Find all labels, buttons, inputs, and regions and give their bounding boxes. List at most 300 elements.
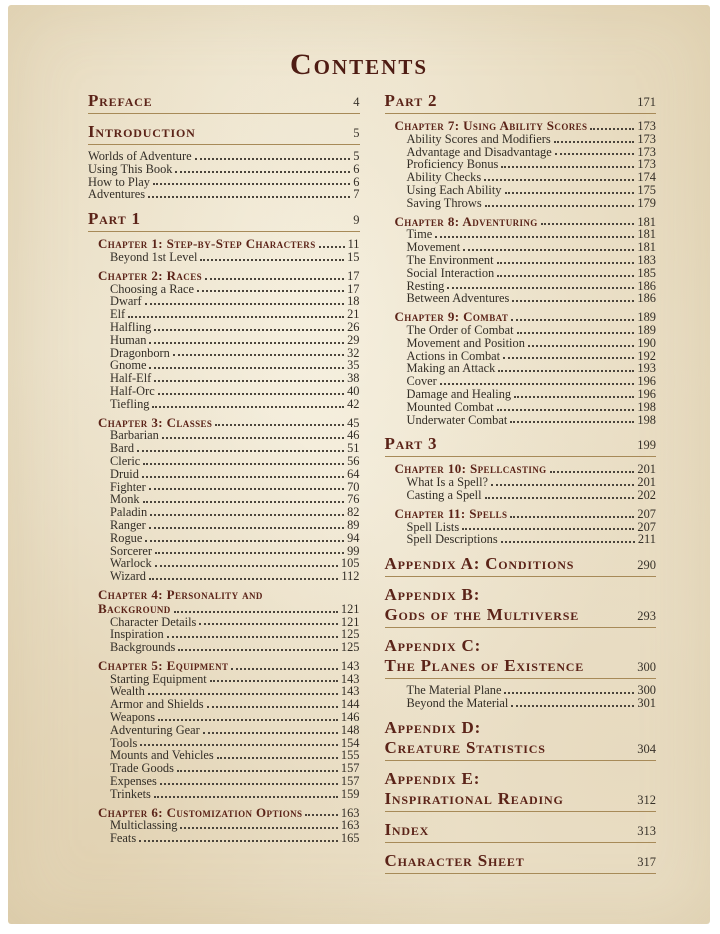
chapter-heading bbox=[88, 806, 360, 820]
toc-entry-label: Halfling bbox=[110, 319, 152, 334]
dot-leader bbox=[231, 668, 338, 670]
toc-entry-label: Advantage and Disadvantage bbox=[406, 144, 552, 159]
dot-leader bbox=[462, 528, 634, 530]
section-page-number: 293 bbox=[637, 609, 656, 624]
toc-entry-page-number: 207 bbox=[637, 519, 656, 534]
chapter-heading bbox=[385, 507, 657, 521]
toc-entry-page-number: 5 bbox=[353, 149, 360, 163]
toc-entry-page-number: 144 bbox=[340, 697, 360, 712]
chapter-heading-page-number: 121 bbox=[340, 601, 360, 616]
chapter-heading-label: Background bbox=[98, 600, 171, 616]
toc-entry bbox=[88, 775, 360, 788]
toc-entry-page-number: 125 bbox=[340, 627, 360, 642]
dot-leader bbox=[149, 578, 338, 580]
toc-entry-label: Half-Orc bbox=[110, 383, 155, 398]
section-title: Creature Statistics bbox=[384, 737, 546, 757]
dot-leader bbox=[510, 516, 634, 518]
toc-section bbox=[88, 91, 360, 114]
dot-leader bbox=[142, 476, 344, 478]
dot-leader bbox=[155, 552, 344, 554]
toc-entry-page-number: 121 bbox=[340, 614, 360, 629]
dot-leader bbox=[160, 783, 338, 785]
chapter-heading-label: Chapter 1: Step-by-Step Characters bbox=[98, 236, 316, 252]
toc-entry-page-number: 198 bbox=[637, 399, 656, 414]
dot-leader bbox=[497, 262, 635, 264]
dot-leader bbox=[139, 840, 338, 842]
dot-leader bbox=[497, 275, 634, 277]
toc-entry bbox=[88, 321, 360, 334]
toc-entry-label: Dragonborn bbox=[110, 345, 170, 360]
toc-entry-page-number: 70 bbox=[347, 479, 360, 494]
dot-leader bbox=[215, 424, 344, 426]
toc-entry-label: Half-Elf bbox=[110, 371, 152, 386]
chapter-heading-label: Chapter 3: Classes bbox=[98, 414, 213, 430]
toc-entry-page-number: 21 bbox=[347, 307, 360, 322]
toc-entry-page-number: 6 bbox=[353, 161, 360, 176]
dot-leader bbox=[550, 471, 635, 473]
dot-leader bbox=[511, 319, 634, 321]
toc-entry bbox=[88, 468, 360, 481]
toc-entry-page-number: 186 bbox=[637, 278, 656, 293]
dot-leader bbox=[153, 183, 350, 185]
toc-entry-label: Worlds of Adventure bbox=[88, 149, 192, 163]
toc-entry-label: The Order of Combat bbox=[406, 322, 514, 337]
section-title-row bbox=[385, 605, 657, 625]
toc-section bbox=[385, 769, 657, 812]
toc-entry bbox=[88, 334, 360, 347]
toc-chapter bbox=[88, 416, 360, 430]
toc-entry-label: What Is a Spell? bbox=[406, 475, 489, 490]
toc-entry-label: Inspiration bbox=[110, 627, 164, 642]
dot-leader bbox=[197, 290, 344, 292]
toc-entry-page-number: 183 bbox=[637, 252, 656, 267]
toc-entry-page-number: 157 bbox=[340, 761, 360, 776]
dot-leader bbox=[207, 706, 338, 708]
toc-entry bbox=[385, 337, 657, 350]
dot-leader bbox=[447, 287, 634, 289]
toc-entry bbox=[385, 184, 657, 197]
dot-leader bbox=[217, 757, 338, 759]
toc-entry-label: Expenses bbox=[110, 774, 157, 789]
dot-leader bbox=[485, 205, 635, 207]
toc-entry-page-number: 94 bbox=[347, 530, 360, 545]
toc-chapter bbox=[88, 806, 360, 820]
toc-entry-label: Casting a Spell bbox=[406, 487, 482, 502]
toc-entry-label: Fighter bbox=[110, 479, 146, 494]
section-title-line: Appendix B: bbox=[384, 585, 481, 605]
toc-entry-page-number: 198 bbox=[637, 412, 656, 427]
section-title-line: Appendix C: bbox=[384, 636, 482, 656]
chapter-heading bbox=[88, 602, 360, 616]
dot-leader bbox=[485, 497, 635, 499]
toc-chapter bbox=[385, 462, 657, 476]
toc-entry-page-number: 193 bbox=[637, 361, 656, 376]
toc-entry-page-number: 155 bbox=[340, 748, 360, 763]
toc-entry-page-number: 76 bbox=[347, 492, 360, 507]
chapter-heading-page-number: 143 bbox=[340, 658, 360, 673]
section-title-row bbox=[385, 656, 657, 676]
toc-entry-label: Adventures bbox=[88, 187, 146, 202]
dot-leader bbox=[178, 649, 338, 651]
toc-entry bbox=[88, 519, 360, 532]
chapter-heading-label: Chapter 5: Equipment bbox=[98, 657, 229, 673]
dot-leader bbox=[319, 246, 345, 248]
toc-entry-label: Elf bbox=[110, 307, 126, 322]
section-page-number: 290 bbox=[637, 558, 656, 573]
dot-leader bbox=[511, 705, 634, 707]
dot-leader bbox=[504, 692, 634, 694]
toc-entry-page-number: 301 bbox=[637, 695, 656, 710]
chapter-heading bbox=[88, 659, 360, 673]
toc-entry-page-number: 143 bbox=[340, 671, 360, 686]
dot-leader bbox=[155, 565, 338, 567]
toc-entry-label: Using Each Ability bbox=[406, 182, 502, 197]
dot-leader bbox=[158, 719, 338, 721]
toc-entry-label: Social Interaction bbox=[406, 265, 495, 280]
toc-entry-page-number: 125 bbox=[340, 640, 360, 655]
dot-leader bbox=[512, 300, 634, 302]
toc-entry-page-number: 186 bbox=[637, 291, 656, 306]
dot-leader bbox=[154, 380, 344, 382]
dot-leader bbox=[435, 236, 634, 238]
section-title: Part 2 bbox=[384, 91, 438, 110]
toc-entry-label: Using This Book bbox=[88, 161, 173, 176]
book-page bbox=[8, 5, 710, 924]
dot-leader bbox=[528, 345, 635, 347]
toc-entry-label: Spell Descriptions bbox=[406, 532, 498, 547]
dot-leader bbox=[150, 514, 344, 516]
toc-entry-page-number: 35 bbox=[347, 358, 360, 373]
toc-entry-label: Spell Lists bbox=[406, 519, 460, 534]
section-title-row bbox=[88, 91, 360, 111]
toc-entry-page-number: 56 bbox=[347, 453, 360, 468]
toc-entry-page-number: 17 bbox=[347, 281, 360, 296]
dot-leader bbox=[440, 383, 635, 385]
chapter-heading bbox=[385, 119, 657, 133]
toc-entry-page-number: 7 bbox=[353, 187, 360, 202]
toc-entry bbox=[385, 254, 657, 267]
toc-entry bbox=[88, 788, 360, 801]
toc-entry-label: Cleric bbox=[110, 453, 141, 468]
toc-section bbox=[88, 209, 360, 232]
toc-entry-label: Trinkets bbox=[110, 786, 151, 801]
toc-entry bbox=[385, 489, 657, 502]
section-page-number: 199 bbox=[637, 438, 656, 453]
toc-entry-label: Tools bbox=[110, 735, 138, 750]
dot-leader bbox=[517, 332, 635, 334]
section-title-row bbox=[385, 820, 657, 840]
toc-entry bbox=[385, 697, 657, 710]
dot-leader bbox=[501, 541, 635, 543]
toc-entry bbox=[88, 385, 360, 398]
toc-entry-label: Making an Attack bbox=[406, 361, 496, 376]
toc-entry-page-number: 173 bbox=[637, 144, 656, 159]
toc-entry-page-number: 64 bbox=[347, 466, 360, 481]
toc-entry-page-number: 15 bbox=[347, 249, 360, 264]
toc-entry-page-number: 143 bbox=[340, 684, 360, 699]
toc-entry-page-number: 148 bbox=[340, 722, 360, 737]
section-title: Introduction bbox=[88, 122, 196, 141]
toc-columns bbox=[88, 91, 656, 879]
chapter-heading-page-number: 181 bbox=[637, 214, 656, 229]
dot-leader bbox=[484, 179, 634, 181]
toc-entry-page-number: 99 bbox=[347, 543, 360, 558]
toc-entry-label: Movement bbox=[406, 240, 461, 255]
dot-leader bbox=[510, 421, 634, 423]
dot-leader bbox=[497, 409, 635, 411]
toc-entry-label: Adventuring Gear bbox=[110, 722, 200, 737]
dot-leader bbox=[148, 196, 350, 198]
section-title-line: Appendix D: bbox=[384, 717, 482, 737]
toc-entry-page-number: 18 bbox=[347, 294, 360, 309]
toc-entry-label: Movement and Position bbox=[406, 335, 525, 350]
toc-entry-page-number: 46 bbox=[347, 428, 360, 443]
toc-entry-label: Saving Throws bbox=[406, 195, 482, 210]
toc-section bbox=[385, 636, 657, 679]
dot-leader bbox=[137, 450, 344, 452]
dot-leader bbox=[210, 680, 338, 682]
toc-entry bbox=[88, 724, 360, 737]
toc-entry-page-number: 196 bbox=[637, 386, 656, 401]
dot-leader bbox=[199, 623, 338, 625]
toc-chapter bbox=[88, 659, 360, 673]
toc-entry-page-number: 163 bbox=[340, 818, 360, 833]
toc-entry-page-number: 105 bbox=[340, 556, 360, 571]
section-title: Preface bbox=[88, 91, 153, 110]
toc-entry-label: Beyond the Material bbox=[406, 695, 509, 710]
section-page-number: 300 bbox=[637, 660, 656, 675]
dot-leader bbox=[162, 437, 344, 439]
toc-entry-page-number: 190 bbox=[637, 335, 656, 350]
toc-entry-page-number: 159 bbox=[340, 786, 360, 801]
toc-column-left bbox=[88, 91, 360, 879]
toc-chapter bbox=[88, 269, 360, 283]
dot-leader bbox=[491, 484, 634, 486]
toc-entry bbox=[88, 641, 360, 654]
toc-entry bbox=[88, 251, 360, 264]
toc-entry-label: Choosing a Race bbox=[110, 281, 194, 296]
toc-entry-label: Proficiency Bonus bbox=[406, 157, 499, 172]
section-title-row bbox=[88, 122, 360, 142]
toc-entry-page-number: 29 bbox=[347, 332, 360, 347]
toc-entry-page-number: 185 bbox=[637, 265, 656, 280]
toc-entry bbox=[88, 455, 360, 468]
toc-entry bbox=[385, 684, 657, 697]
toc-entry bbox=[385, 267, 657, 280]
chapter-heading-label: Chapter 9: Combat bbox=[394, 309, 509, 325]
dot-leader bbox=[158, 393, 344, 395]
toc-entry-label: The Material Plane bbox=[406, 683, 502, 698]
toc-entry-label: The Environment bbox=[406, 252, 494, 267]
dot-leader bbox=[149, 488, 344, 490]
dot-leader bbox=[149, 342, 344, 344]
dot-leader bbox=[505, 192, 635, 194]
toc-entry-label: Resting bbox=[406, 278, 445, 293]
dot-leader bbox=[463, 249, 634, 251]
chapter-heading-label: Chapter 2: Races bbox=[98, 267, 203, 283]
toc-entry-page-number: 40 bbox=[347, 383, 360, 398]
section-page-number: 4 bbox=[353, 95, 360, 109]
toc-entry-label: Mounts and Vehicles bbox=[110, 748, 214, 763]
chapter-heading-label: Chapter 6: Customization Options bbox=[98, 804, 303, 820]
toc-entry-label: Wizard bbox=[110, 569, 146, 584]
toc-entry-page-number: 181 bbox=[637, 227, 656, 242]
section-title-line: Appendix E: bbox=[384, 768, 481, 788]
toc-section bbox=[385, 851, 657, 874]
toc-entry bbox=[385, 414, 657, 427]
toc-entry-page-number: 146 bbox=[340, 710, 360, 725]
dot-leader bbox=[205, 278, 344, 280]
toc-chapter bbox=[88, 237, 360, 251]
toc-entry-label: How to Play bbox=[88, 174, 150, 189]
dot-leader bbox=[177, 770, 338, 772]
toc-entry-label: Multiclassing bbox=[110, 818, 178, 833]
section-title-row bbox=[385, 789, 657, 809]
chapter-heading-page-number: 173 bbox=[637, 119, 656, 133]
toc-entry-page-number: 189 bbox=[637, 322, 656, 337]
dot-leader bbox=[145, 303, 344, 305]
toc-entry bbox=[385, 401, 657, 414]
toc-entry-label: Ability Scores and Modifiers bbox=[406, 131, 551, 146]
dot-leader bbox=[555, 153, 635, 155]
toc-chapter bbox=[88, 588, 360, 616]
toc-entry-label: Dwarf bbox=[110, 294, 142, 309]
toc-entry-page-number: 179 bbox=[637, 195, 656, 210]
chapter-heading bbox=[88, 269, 360, 283]
dot-leader bbox=[174, 611, 338, 613]
dot-leader bbox=[203, 732, 338, 734]
toc-entry-page-number: 173 bbox=[637, 131, 656, 146]
toc-entry-page-number: 175 bbox=[637, 182, 656, 197]
toc-entry-label: Armor and Shields bbox=[110, 697, 204, 712]
toc-entry bbox=[88, 506, 360, 519]
dot-leader bbox=[503, 357, 634, 359]
section-title-row bbox=[385, 851, 657, 871]
toc-column-right bbox=[385, 91, 657, 879]
dot-leader bbox=[143, 463, 344, 465]
toc-entry-label: Starting Equipment bbox=[110, 671, 207, 686]
chapter-heading-label: Chapter 11: Spells bbox=[394, 505, 508, 521]
dot-leader bbox=[173, 354, 344, 356]
dot-leader bbox=[154, 329, 344, 331]
toc-entry-label: Barbarian bbox=[110, 428, 159, 443]
toc-entry bbox=[385, 197, 657, 210]
toc-entry-label: Backgrounds bbox=[110, 640, 176, 655]
toc-entry-page-number: 174 bbox=[637, 170, 656, 185]
toc-entry-page-number: 89 bbox=[347, 517, 360, 532]
section-page-number: 5 bbox=[353, 126, 360, 140]
section-page-number: 304 bbox=[637, 741, 656, 756]
toc-entry bbox=[88, 532, 360, 545]
toc-section bbox=[385, 585, 657, 628]
toc-entry bbox=[385, 476, 657, 489]
dot-leader bbox=[128, 316, 344, 318]
section-title-row bbox=[385, 434, 657, 454]
chapter-title-line: Chapter 4: Personality and bbox=[98, 586, 263, 602]
toc-entry-page-number: 181 bbox=[637, 240, 656, 255]
dot-leader bbox=[554, 141, 635, 143]
dot-leader bbox=[140, 744, 338, 746]
section-title: Appendix A: Conditions bbox=[384, 554, 575, 574]
dot-leader bbox=[143, 501, 345, 503]
section-title: Inspirational Reading bbox=[384, 788, 564, 808]
section-title: Part 1 bbox=[88, 209, 141, 229]
toc-entry-page-number: 154 bbox=[340, 735, 360, 750]
toc-entry-label: Beyond 1st Level bbox=[110, 249, 198, 264]
section-page-number: 312 bbox=[637, 792, 656, 807]
toc-section bbox=[385, 820, 657, 843]
dot-leader bbox=[145, 540, 344, 542]
toc-entry bbox=[385, 133, 657, 146]
chapter-heading bbox=[385, 215, 657, 229]
toc-section bbox=[385, 434, 657, 457]
dot-leader bbox=[180, 827, 337, 829]
section-title-row bbox=[385, 554, 657, 574]
toc-entry bbox=[88, 295, 360, 308]
toc-entry bbox=[88, 398, 360, 411]
section-title: Gods of the Multiverse bbox=[384, 605, 580, 625]
dot-leader bbox=[541, 223, 635, 225]
section-title-row bbox=[385, 91, 657, 111]
section-page-number: 9 bbox=[353, 213, 360, 228]
toc-entry-label: Monk bbox=[110, 492, 140, 507]
chapter-heading bbox=[88, 237, 360, 251]
toc-entry-label: Bard bbox=[110, 441, 135, 456]
toc-entry-label: Underwater Combat bbox=[406, 412, 508, 427]
section-title-row bbox=[88, 209, 360, 229]
toc-entry-label: Mounted Combat bbox=[406, 399, 494, 414]
section-page-number: 313 bbox=[637, 823, 656, 838]
chapter-heading-page-number: 207 bbox=[637, 506, 656, 521]
toc-entry-page-number: 202 bbox=[637, 487, 656, 502]
dot-leader bbox=[501, 166, 634, 168]
toc-entry-label: Cover bbox=[406, 374, 437, 389]
dot-leader bbox=[498, 370, 634, 372]
toc-entry-page-number: 51 bbox=[347, 441, 360, 456]
dot-leader bbox=[195, 158, 351, 160]
toc-chapter bbox=[385, 507, 657, 521]
dot-leader bbox=[154, 796, 338, 798]
toc-entry bbox=[88, 163, 360, 176]
chapter-heading bbox=[385, 310, 657, 324]
toc-entry-label: Gnome bbox=[110, 358, 147, 373]
toc-entry bbox=[88, 150, 360, 163]
toc-entry bbox=[385, 533, 657, 546]
chapter-heading-page-number: 17 bbox=[347, 268, 360, 283]
toc-section bbox=[88, 122, 360, 145]
toc-entry-page-number: 196 bbox=[637, 374, 656, 389]
toc-entry-label: Paladin bbox=[110, 505, 148, 520]
section-title: The Planes of Existence bbox=[384, 656, 585, 676]
dot-leader bbox=[200, 259, 344, 261]
toc-entry-label: Wealth bbox=[110, 684, 145, 699]
toc-entry bbox=[88, 188, 360, 201]
chapter-heading-page-number: 189 bbox=[637, 310, 656, 325]
chapter-heading-label: Chapter 10: Spellcasting bbox=[394, 461, 547, 477]
section-page-number: 171 bbox=[637, 95, 656, 109]
toc-entry-page-number: 42 bbox=[347, 396, 360, 411]
dot-leader bbox=[175, 171, 350, 173]
toc-entry-label: Human bbox=[110, 332, 147, 347]
toc-section bbox=[385, 718, 657, 761]
dot-leader bbox=[590, 128, 634, 130]
toc-entry-label: Ranger bbox=[110, 517, 146, 532]
toc-entry-page-number: 26 bbox=[347, 319, 360, 334]
toc-entry-label: Character Details bbox=[110, 614, 197, 629]
toc-chapter bbox=[385, 310, 657, 324]
page-title: Contents bbox=[289, 48, 429, 81]
toc-entry bbox=[385, 388, 657, 401]
